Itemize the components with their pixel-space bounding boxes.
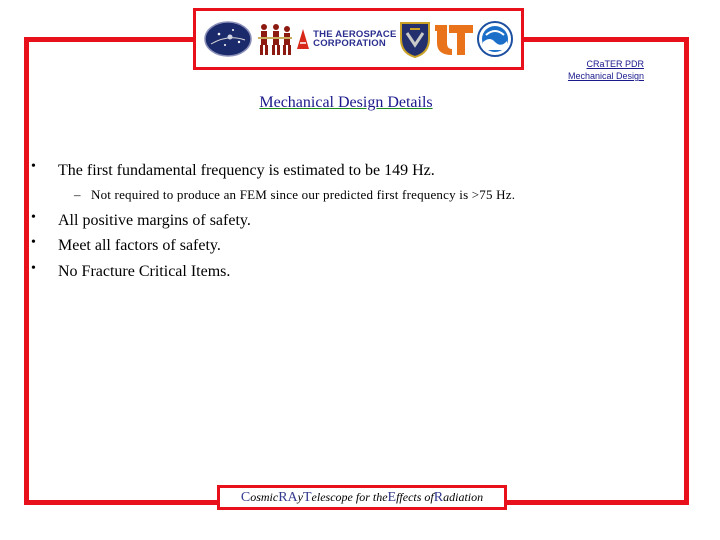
crater-mission-icon (203, 20, 253, 58)
footer-word: osmic (250, 490, 279, 504)
starfleet-team-icon (254, 19, 294, 59)
header-line-2: Mechanical Design (567, 71, 644, 81)
noaa-icon (476, 20, 514, 58)
bullet-factors: Meet all factors of safety. (58, 237, 221, 254)
sub-bullet-fem: Not required to produce an FEM since our predicted first frequency is >75 Hz. (91, 187, 516, 202)
bullet-fracture: No Fracture Critical Items. (58, 263, 231, 280)
footer-cap: R (433, 489, 444, 505)
aerospace-text-line2: CORPORATION (313, 38, 386, 49)
footer-word: elescope for the (311, 490, 388, 504)
footer-word: ffects of (396, 490, 434, 504)
footer-tagline (217, 485, 507, 510)
slide-title: Mechanical Design Details (259, 94, 433, 111)
sub-bullet-marker: – (74, 187, 81, 202)
afrl-shield-icon (398, 19, 432, 59)
aerospace-text-line1: THE AEROSPACE (313, 28, 397, 40)
ut-icon (433, 21, 475, 57)
footer-cap: C (240, 489, 251, 505)
bullet-marker: • (31, 235, 36, 250)
footer-word: y (297, 490, 303, 504)
slide-header-label (568, 58, 644, 82)
footer-word: adiation (443, 490, 484, 504)
bullet-marker: • (31, 159, 36, 174)
footer-cap: E (387, 489, 397, 505)
logo-strip (193, 8, 524, 70)
header-line-1: CRaTER PDR (586, 59, 644, 69)
aerospace-corp-icon (295, 27, 396, 51)
bullet-frequency: The first fundamental frequency is estimated to be 149 Hz. (58, 162, 435, 179)
bullet-margins: All positive margins of safety. (58, 212, 251, 229)
bullet-marker: • (31, 261, 36, 276)
bullet-marker: • (31, 210, 36, 225)
footer-cap: T (302, 489, 312, 505)
footer-cap: RA (278, 489, 298, 505)
